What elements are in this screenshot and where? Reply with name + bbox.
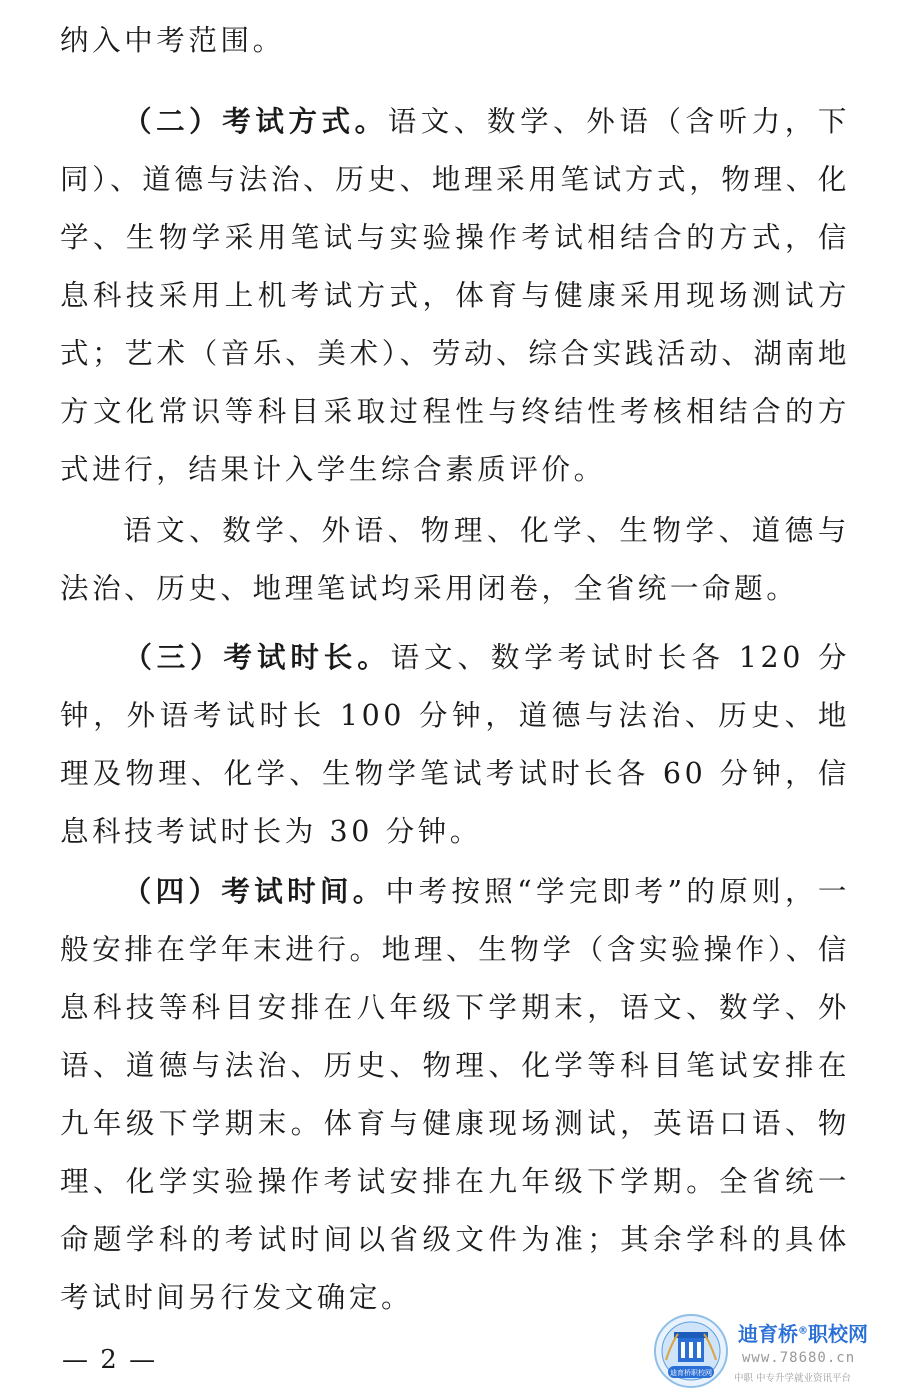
paragraph-text: 语文、数学、外语、物理、化学、生物学、道德与法治、历史、地理笔试均采用闭卷，全省统一命题。 [60,514,850,605]
paragraph-exam-duration [60,628,850,861]
watermark-tagline: 中职 中专升学就业资讯平台 [734,1373,852,1384]
emblem-caption: 迪育桥职校网 [670,1369,712,1377]
paragraph-text: 语文、数学考试时长各 120 分钟，外语考试时长 100 分钟，道德与法治、历史、地理及物理、化学、生物学笔试考试时长各 60 分钟，信息科技考试时长为 30 分钟。 [60,641,850,848]
section-heading: （二）考试方式。 [122,104,388,138]
paragraph-closed-book [60,502,850,618]
paragraph-exam-time [60,862,850,1327]
watermark-brand: 迪育桥®职校网 [738,1322,868,1346]
paragraph-text: 中考按照“学完即考”的原则，一般安排在学年末进行。地理、生物学（含实验操作）、信息科技等科目安排在八年级下学期末，语文、数学、外语、道德与法治、历史、物理、化学等科目笔试安排在九年级下学期末。体育与健康现场测试，英语口语、物理、化学实验操作考试安排在九年级下学期。全省统一命题学科的考试时间以省级文件为准；其余学科的具体考试时间另行发文确定。 [60,875,850,1314]
paragraph-exam-method [60,92,850,499]
paragraph-text: 纳入中考范围。 [60,24,285,57]
paragraph-continuation [60,12,850,70]
paragraph-text: 语文、数学、外语（含听力，下同）、道德与法治、历史、地理采用笔试方式，物理、化学、生物学采用笔试与实验操作考试相结合的方式，信息科技采用上机考试方式，体育与健康采用现场测试方式；艺术（音乐、美术）、劳动、综合实践活动、湖南地方文化常识等科目采取过程性与终结性考核相结合的方式进行，结果计入学生综合素质评价。 [60,105,850,486]
school-emblem-icon [652,1312,730,1390]
section-heading: （三）考试时长。 [122,640,391,674]
watermark-logo [652,1312,897,1392]
section-heading: （四）考试时间。 [122,874,386,908]
watermark-url: www.78680.cn [742,1350,856,1366]
page-number: — 2 — [62,1345,158,1375]
